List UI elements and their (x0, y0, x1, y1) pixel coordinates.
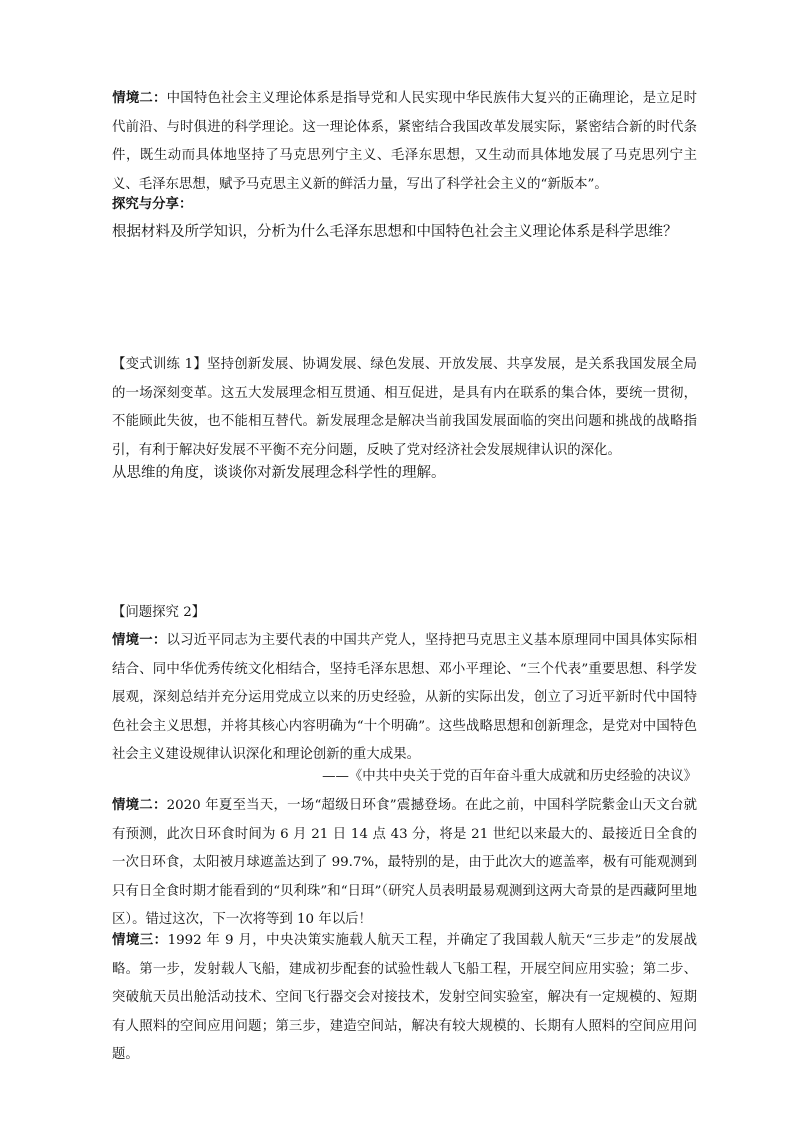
scenario-2-label: 情境二： (112, 90, 167, 106)
scenario-3-paragraph (112, 926, 697, 1070)
explore-share-heading: 探究与分享： (112, 196, 193, 212)
scenario-2b-text: 2020 年夏至当天，一场“超级日环食”震撼登场。在此之前，中国科学院紫金山天文台就有预测，此次日环食时间为 6 月 21 日 14 点 43 分，将是 21 世纪以来最大的、最接近日全食的一次日环食，太阳被月球遮盖达到了 99.7%，最特别的是，由于此次大的遮盖率，极有可能观测到只有日全食时期才能看到的“贝利珠”和“日珥”（研究人员表明最易观测到这两大奇景的是西藏阿里地区）。错过这次，下一次将等到 10 年以后！ (112, 798, 698, 927)
scenario-2-text: 中国特色社会主义理论体系是指导党和人民实现中华民族伟大复兴的正确理论，是立足时代前沿、与时俱进的科学理论。这一理论体系，紧密结合我国改革发展实际，紧密结合新的时代条件，既生动而具体地坚持了马克思列宁主义、毛泽东思想，又生动而具体地发展了马克思列宁主义、毛泽东思想，赋予马克思主义新的鲜活力量，写出了科学社会主义的“新版本”。 (112, 91, 698, 192)
scenario-2-paragraph (112, 84, 697, 199)
source-citation: ——《中共中央关于党的百年奋斗重大成就和历史经验的决议》 (322, 769, 697, 784)
scenario-1-label: 情境一： (112, 632, 167, 648)
scenario-3-text: 1992 年 9 月，中央决策实施载人航天工程，并确定了我国载人航天“三步走”的发展战略。第一步，发射载人飞船，建成初步配套的试验性载人飞船工程，开展空间应用实验；第二步、突破航天员出舱活动技术、空间飞行器交会对接技术，发射空间实验室，解决有一定规模的、短期有人照料的空间应用问题；第三步，建造空间站，解决有较大规模的、长期有人照料的空间应用问题。 (112, 933, 697, 1062)
explore-question: 根据材料及所学知识，分析为什么毛泽东思想和中国特色社会主义理论体系是科学思维？ (112, 224, 678, 240)
problem-explore-2-heading: 【问题探究 2】 (112, 605, 206, 620)
scenario-1-text: 以习近平同志为主要代表的中国共产党人，坚持把马克思主义基本原理同中国具体实际相结合、同中华优秀传统文化相结合，坚持毛泽东思想、邓小平理论、“三个代表”重要思想、科学发展观，深刻总结并充分运用党成立以来的历史经验，从新的实际出发，创立了习近平新时代中国特色社会主义思想，并将其核心内容明确为“十个明确”。这些战略思想和创新理念，是党对中国特色社会主义建设规律认识深化和理论创新的重大成果。 (112, 633, 698, 762)
scenario-1-paragraph (112, 626, 697, 770)
scenario-2b-label: 情境二： (112, 797, 167, 813)
scenario-2b-paragraph (112, 791, 697, 935)
variant-question: 从思维的角度，谈谈你对新发展理念科学性的理解。 (112, 465, 446, 481)
variant-training-label: 【变式训练 1】 (112, 357, 207, 372)
variant-training-text: 坚持创新发展、协调发展、绿色发展、开放发展、共享发展，是关系我国发展全局的一场深刻变革。这五大发展理念相互贯通、相互促进，是具有内在联系的集合体，要统一贯彻，不能顾此失彼，也不能相互替代。新发展理念是解决当前我国发展面临的突出问题和挑战的战略指引，有利于解决好发展不平衡不充分问题，反映了党对经济社会发展规律认识的深化。 (112, 357, 697, 458)
variant-training-paragraph (112, 351, 697, 465)
scenario-3-label: 情境三： (112, 932, 168, 948)
